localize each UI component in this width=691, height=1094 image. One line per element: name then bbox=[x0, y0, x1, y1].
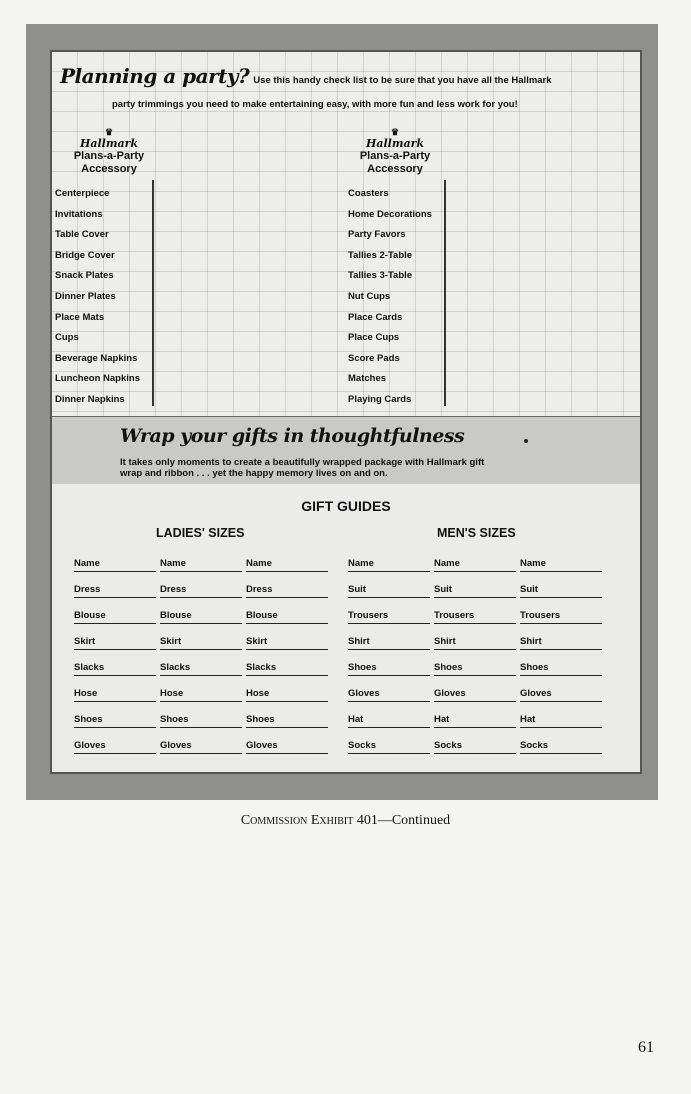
size-field: Shoes bbox=[348, 662, 430, 676]
wrap-text bbox=[120, 457, 580, 479]
checklist-item: Home Decorations bbox=[348, 208, 432, 220]
size-field: Gloves bbox=[160, 740, 242, 754]
size-field: Shoes bbox=[74, 714, 156, 728]
hallmark-logo: Hallmark bbox=[79, 137, 139, 150]
size-field: Name bbox=[160, 558, 242, 572]
checklist-item: Coasters bbox=[348, 188, 389, 199]
size-field: Hose bbox=[246, 688, 328, 702]
checklist-item: Playing Cards bbox=[348, 393, 412, 405]
size-field: Slacks bbox=[246, 662, 328, 676]
checklist-item: Table Cover bbox=[55, 229, 109, 241]
checklist-item: Place Cards bbox=[348, 311, 403, 323]
exhibit-caption bbox=[0, 813, 691, 829]
checklist-item: Tallies 3-Table bbox=[348, 270, 413, 282]
size-field: Hat bbox=[520, 714, 602, 728]
size-field: Trousers bbox=[434, 610, 516, 624]
size-field: Shirt bbox=[520, 636, 602, 650]
size-field: Hose bbox=[74, 688, 156, 702]
size-field: Gloves bbox=[246, 740, 328, 754]
planning-party-script: Planning a party? bbox=[60, 64, 250, 88]
size-field: Blouse bbox=[74, 610, 156, 624]
checklist-item: Party Favors bbox=[348, 229, 406, 241]
left-column-heading bbox=[54, 128, 164, 176]
right-column-divider bbox=[444, 180, 446, 406]
page-number: 61 bbox=[638, 1039, 654, 1056]
size-field: Suit bbox=[434, 584, 516, 598]
size-field: Name bbox=[348, 558, 430, 572]
size-field: Slacks bbox=[74, 662, 156, 676]
party-checklist-section bbox=[52, 52, 640, 416]
checklist-item: Bridge Cover bbox=[55, 249, 115, 261]
size-field: Gloves bbox=[348, 688, 430, 702]
checklist-item: Cups bbox=[55, 332, 79, 344]
size-field: Gloves bbox=[520, 688, 602, 702]
checklist-item: Snack Plates bbox=[55, 270, 114, 282]
size-field: Gloves bbox=[74, 740, 156, 754]
headline bbox=[60, 64, 630, 88]
checklist-item: Place Cups bbox=[348, 332, 400, 344]
size-field: Socks bbox=[520, 740, 602, 754]
wrap-text-line2: wrap and ribbon . . . yet the happy memory lives on and on. bbox=[120, 468, 388, 479]
decorative-dot bbox=[524, 439, 528, 443]
size-field: Shoes bbox=[246, 714, 328, 728]
size-field: Shirt bbox=[434, 636, 516, 650]
size-field: Shoes bbox=[520, 662, 602, 676]
checklist-item: Luncheon Napkins bbox=[55, 373, 140, 385]
checklist-item: Dinner Napkins bbox=[55, 393, 125, 405]
column-heading-line2: Accessory bbox=[367, 163, 423, 175]
right-checklist bbox=[348, 184, 444, 411]
intro-line-1: Use this handy check list to be sure that you have all the Hallmark bbox=[253, 75, 552, 86]
gift-guides-section bbox=[52, 484, 640, 770]
size-field: Trousers bbox=[520, 610, 602, 624]
checklist-item: Tallies 2-Table bbox=[348, 249, 413, 261]
wrap-gifts-section bbox=[52, 416, 640, 486]
crown-icon: ♛ bbox=[104, 127, 114, 137]
size-field: Skirt bbox=[246, 636, 328, 650]
size-field: Skirt bbox=[74, 636, 156, 650]
size-field: Shoes bbox=[160, 714, 242, 728]
size-field: Socks bbox=[434, 740, 516, 754]
size-field: Shoes bbox=[434, 662, 516, 676]
hallmark-logo: Hallmark bbox=[365, 137, 425, 150]
size-field: Blouse bbox=[160, 610, 242, 624]
size-field: Trousers bbox=[348, 610, 430, 624]
wrap-text-line1: It takes only moments to create a beautifully wrapped package with Hallmark gift bbox=[120, 457, 485, 468]
column-heading-line2: Accessory bbox=[81, 163, 137, 175]
size-field: Name bbox=[520, 558, 602, 572]
crown-icon: ♛ bbox=[390, 127, 400, 137]
wrap-script-heading: Wrap your gifts in thoughtfulness bbox=[120, 425, 465, 447]
size-field: Name bbox=[246, 558, 328, 572]
checklist-item: Invitations bbox=[55, 208, 103, 220]
size-field: Shirt bbox=[348, 636, 430, 650]
size-field: Slacks bbox=[160, 662, 242, 676]
checklist-item: Dinner Plates bbox=[55, 290, 116, 302]
caption-continued: —Continued bbox=[377, 813, 451, 828]
intro-line-2: party trimmings you need to make entertaining easy, with more fun and less work for you! bbox=[112, 99, 518, 110]
size-field: Dress bbox=[160, 584, 242, 598]
size-field: Gloves bbox=[434, 688, 516, 702]
column-heading-line1: Plans-a-Party bbox=[73, 150, 145, 162]
checklist-item: Matches bbox=[348, 373, 387, 385]
gift-guides-title: GIFT GUIDES bbox=[301, 498, 391, 514]
mens-sizes-title: MEN'S SIZES bbox=[437, 526, 516, 540]
checklist-item: Score Pads bbox=[348, 352, 400, 364]
size-field: Dress bbox=[246, 584, 328, 598]
checklist-item: Centerpiece bbox=[55, 188, 110, 199]
column-heading-line1: Plans-a-Party bbox=[359, 150, 431, 162]
size-field: Skirt bbox=[160, 636, 242, 650]
size-field: Suit bbox=[520, 584, 602, 598]
hallmark-checklist-card bbox=[50, 50, 642, 774]
checklist-item: Beverage Napkins bbox=[55, 352, 138, 364]
size-field: Name bbox=[434, 558, 516, 572]
size-field: Hat bbox=[434, 714, 516, 728]
checklist-item: Nut Cups bbox=[348, 290, 391, 302]
right-column-heading bbox=[340, 128, 450, 176]
caption-exhibit-label: Commission Exhibit 401 bbox=[240, 813, 378, 828]
checklist-item: Place Mats bbox=[55, 311, 105, 323]
size-field: Dress bbox=[74, 584, 156, 598]
size-field: Name bbox=[74, 558, 156, 572]
size-field: Hose bbox=[160, 688, 242, 702]
size-field: Socks bbox=[348, 740, 430, 754]
size-field: Suit bbox=[348, 584, 430, 598]
left-checklist bbox=[55, 184, 151, 411]
size-field: Hat bbox=[348, 714, 430, 728]
left-column-divider bbox=[152, 180, 154, 406]
size-field: Blouse bbox=[246, 610, 328, 624]
ladies-sizes-title: LADIES' SIZES bbox=[156, 526, 245, 540]
